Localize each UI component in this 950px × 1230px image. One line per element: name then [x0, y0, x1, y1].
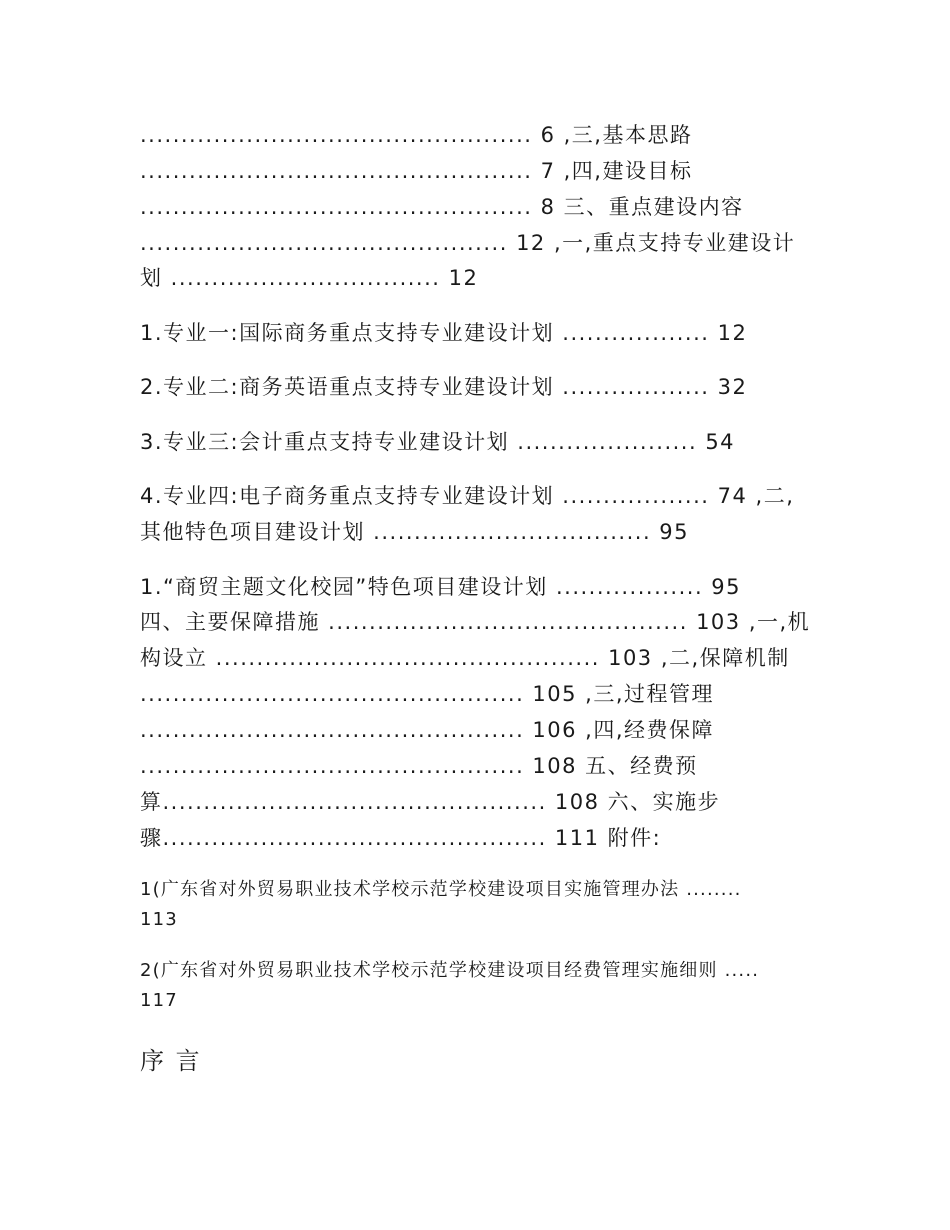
toc-line: 划 ................................. 12 [140, 266, 479, 290]
toc-line: 117 [140, 990, 178, 1011]
toc-line: 3.专业三:会计重点支持专业建设计划 ...................... 54 [140, 430, 736, 454]
toc-line: ............................................... 105 ,三,过程管理 [140, 682, 715, 706]
toc-line: 1.“商贸主题文化校园”特色项目建设计划 .................. 95 [140, 575, 742, 599]
toc-line: 2.专业二:商务英语重点支持专业建设计划 .................. 32 [140, 375, 748, 399]
toc-line: 骤............................................... 111 附件: [140, 826, 662, 850]
toc-line: 4.专业四:电子商务重点支持专业建设计划 .................. 74 ,二, [140, 484, 795, 508]
toc-line: 构设立 ............................................... 103 ,二,保障机制 [140, 646, 790, 670]
toc-line: 2(广东省对外贸易职业技术学校示范学校建设项目经费管理实施细则 ..... [140, 960, 760, 981]
toc-line: ............................................... 106 ,四,经费保障 [140, 718, 715, 742]
toc-line: 算............................................... 108 六、实施步 [140, 790, 721, 814]
toc-line: 四、主要保障措施 ............................................ 103 ,一,机 [140, 610, 811, 634]
toc-line: ............................................. 12 ,一,重点支持专业建设计 [140, 231, 796, 255]
toc-line: ................................................ 8 三、重点建设内容 [140, 195, 744, 219]
toc-line: ................................................ 6 ,三,基本思路 [140, 123, 693, 147]
toc-line: 113 [140, 909, 178, 930]
section-title: 序 言 [140, 1047, 202, 1075]
toc-line: 1(广东省对外贸易职业技术学校示范学校建设项目实施管理办法 ........ [140, 879, 742, 900]
toc-line: 1.专业一:国际商务重点支持专业建设计划 .................. 12 [140, 321, 748, 345]
toc-line: ................................................ 7 ,四,建设目标 [140, 159, 693, 183]
toc-line: ............................................... 108 五、经费预 [140, 754, 698, 778]
toc-line: 其他特色项目建设计划 .................................. 95 [140, 520, 690, 544]
